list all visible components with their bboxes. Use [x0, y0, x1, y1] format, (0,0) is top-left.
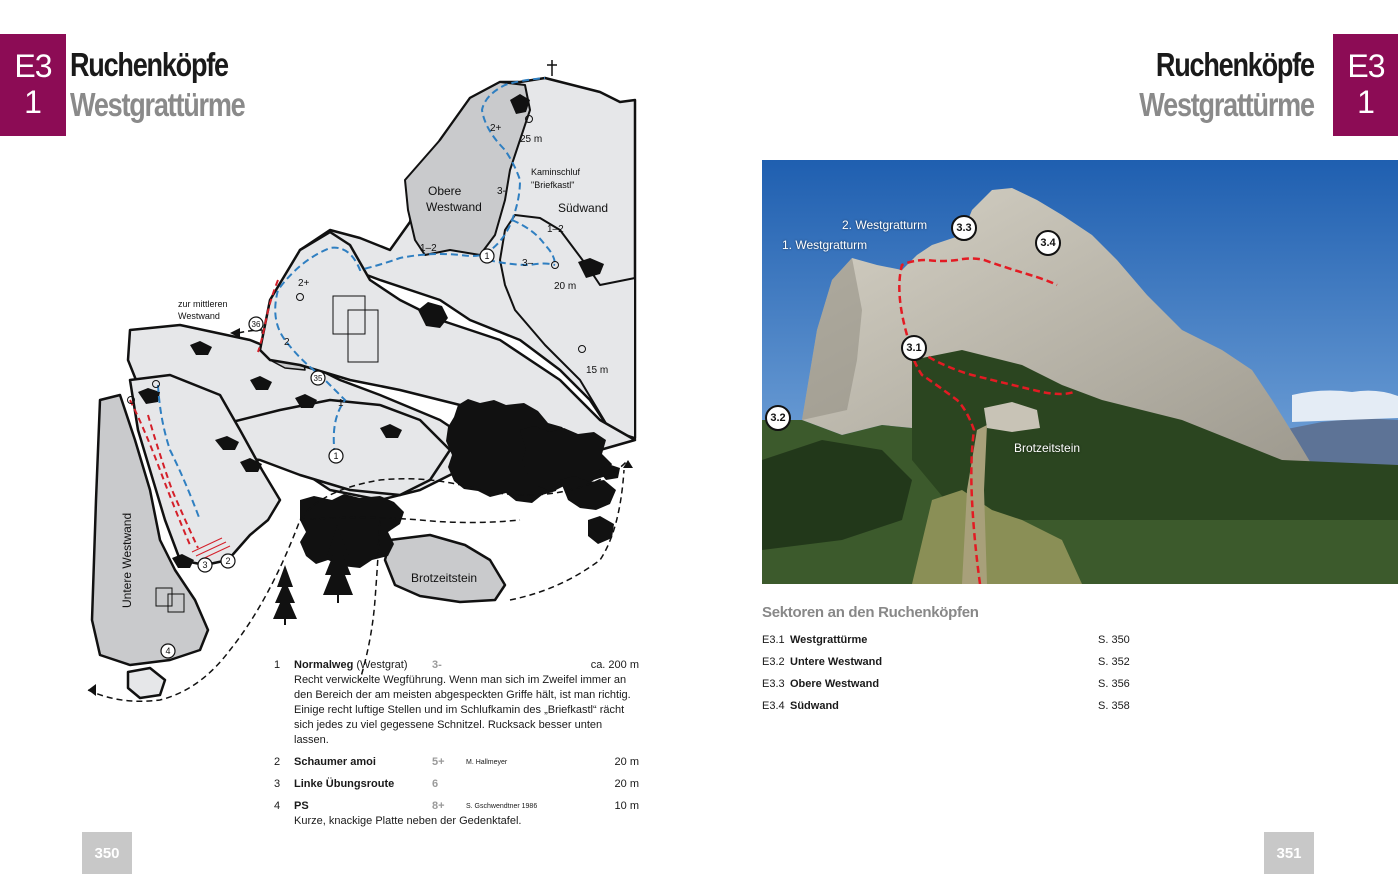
label-obere-2: Westwand	[426, 200, 482, 214]
route-number: 3	[274, 778, 281, 790]
sektor-name: Untere Westwand	[790, 656, 883, 668]
label-15m: 15 m	[586, 365, 609, 376]
sektoren-title: Sektoren an den Ruchenköpfen	[762, 604, 979, 621]
sektor-name: Westgrattürme	[790, 634, 868, 646]
marker-1-bottom	[329, 449, 343, 463]
route-name: Linke Übungsroute	[294, 778, 395, 790]
sektor-page: S. 352	[1098, 656, 1130, 668]
sector-marker-3-4: 3.4	[1035, 230, 1061, 256]
page-title: Ruchenköpfe	[70, 46, 228, 83]
page-number: 350	[82, 832, 132, 874]
chapter-code: E3	[14, 48, 52, 84]
page-number: 351	[1264, 832, 1314, 874]
photo-label-westgratturm-1: 1. Westgratturm	[782, 238, 868, 252]
chapter-number: 1	[1357, 84, 1375, 120]
svg-text:4: 4	[165, 646, 171, 656]
route-number: 1	[274, 659, 281, 671]
chapter-number: 1	[24, 84, 42, 120]
svg-text:3: 3	[202, 560, 208, 570]
brotzeitstein-rock	[385, 535, 505, 602]
page-subtitle: Westgrattürme	[70, 86, 245, 123]
route-author: M. Hallmeyer	[466, 759, 508, 766]
clouds	[1292, 391, 1398, 422]
label-2plus-top: 2+	[490, 123, 502, 134]
route-description: Kurze, knackige Platte neben der Gedenktafel.	[294, 815, 522, 827]
label-untere: Untere Westwand	[120, 512, 134, 608]
page-title: Ruchenköpfe	[1156, 46, 1314, 83]
marker-35	[311, 371, 325, 385]
route-length: ca. 200 m	[590, 659, 639, 671]
route-author: S. Gschwendtner 1986	[466, 803, 538, 810]
sektor-row	[762, 700, 1132, 718]
svg-text:36: 36	[251, 320, 261, 329]
marker-1-top	[480, 249, 494, 263]
route-grade: 8+	[432, 800, 445, 812]
label-1-2a: 1–2	[420, 243, 437, 254]
photo-label-brotzeitstein: Brotzeitstein	[1014, 441, 1081, 455]
page-title-block	[1101, 46, 1314, 124]
sektor-name: Südwand	[790, 700, 839, 712]
svg-text:35: 35	[313, 374, 323, 383]
sector-marker-3-1: 3.1	[901, 335, 927, 361]
sector-marker-3-2: 3.2	[765, 405, 791, 431]
route-length: 10 m	[614, 800, 639, 812]
route-length: 20 m	[614, 756, 639, 768]
mountain-photo	[762, 160, 1398, 584]
label-brotzeit: Brotzeitstein	[411, 571, 478, 585]
sektor-row	[762, 678, 1132, 696]
photo-label-westgratturm-2: 2. Westgratturm	[842, 218, 928, 232]
sektor-page: S. 350	[1098, 634, 1130, 646]
sektor-code: E3.3	[762, 678, 785, 690]
page-subtitle: Westgrattürme	[1139, 86, 1314, 123]
chapter-tab	[1333, 34, 1398, 136]
route-grade: 3-	[432, 659, 442, 671]
label-kamin-2: "Briefkastl"	[531, 180, 575, 190]
route-name: PS	[294, 800, 309, 812]
route-grade: 6	[432, 778, 439, 790]
sektor-page: S. 358	[1098, 700, 1130, 712]
label-1: 1	[338, 398, 344, 409]
summit-cross-icon	[547, 60, 557, 76]
sektor-code: E3.4	[762, 700, 785, 712]
route-number: 4	[274, 800, 281, 812]
label-kamin-1: Kaminschluf	[531, 167, 581, 177]
route-description: Recht verwickelte Wegführung. Wenn man sich im Zweifel immer an den Bereich der am meisten abgespeckten Griffe hält, ist man richtig. Einige recht luftige Stellen und im Schlufkamin des „Briefkastl“ rächt sich jedes zu viel gegessene Schnitzel. Rucksack besser unten lassen.	[294, 674, 631, 746]
svg-text:2: 2	[225, 556, 231, 566]
sektor-row	[762, 656, 1132, 674]
svg-text:1: 1	[484, 251, 490, 261]
label-2plus-mid: 2+	[298, 278, 310, 289]
label-25m: 25 m	[520, 134, 543, 145]
small-boulder	[128, 668, 165, 698]
route-grade: 5+	[432, 756, 445, 768]
route-name: Normalweg (Westgrat)	[294, 659, 408, 671]
sektor-code: E3.2	[762, 656, 785, 668]
marker-36	[249, 317, 263, 331]
marker-3	[198, 558, 212, 572]
route-number: 2	[274, 756, 281, 768]
label-3minus: 3-	[497, 186, 506, 197]
label-zurwest-1: zur mittleren	[178, 299, 228, 309]
marker-2	[221, 554, 235, 568]
sektor-name: Obere Westwand	[790, 678, 880, 690]
label-zurwest-2: Westwand	[178, 311, 220, 321]
route-list	[274, 658, 639, 829]
chapter-code: E3	[1347, 48, 1385, 84]
label-obere-1: Obere	[428, 184, 462, 198]
route-row	[274, 777, 639, 792]
label-2: 2	[284, 337, 290, 348]
label-1-2b: 1–2	[547, 224, 564, 235]
route-length: 20 m	[614, 778, 639, 790]
label-3minus-b: 3–	[522, 258, 534, 269]
route-row	[274, 658, 639, 673]
label-20m: 20 m	[554, 281, 577, 292]
route-name: Schaumer amoi	[294, 756, 376, 768]
route-row	[274, 755, 639, 770]
sektor-code: E3.1	[762, 634, 785, 646]
sektor-row	[762, 634, 1132, 652]
sector-marker-3-3: 3.3	[951, 215, 977, 241]
marker-4	[161, 644, 175, 658]
svg-text:1: 1	[333, 451, 339, 461]
route-row	[274, 799, 639, 814]
arrow-left-icon	[88, 684, 96, 696]
sektor-page: S. 356	[1098, 678, 1130, 690]
label-sudwand: Südwand	[558, 201, 609, 215]
